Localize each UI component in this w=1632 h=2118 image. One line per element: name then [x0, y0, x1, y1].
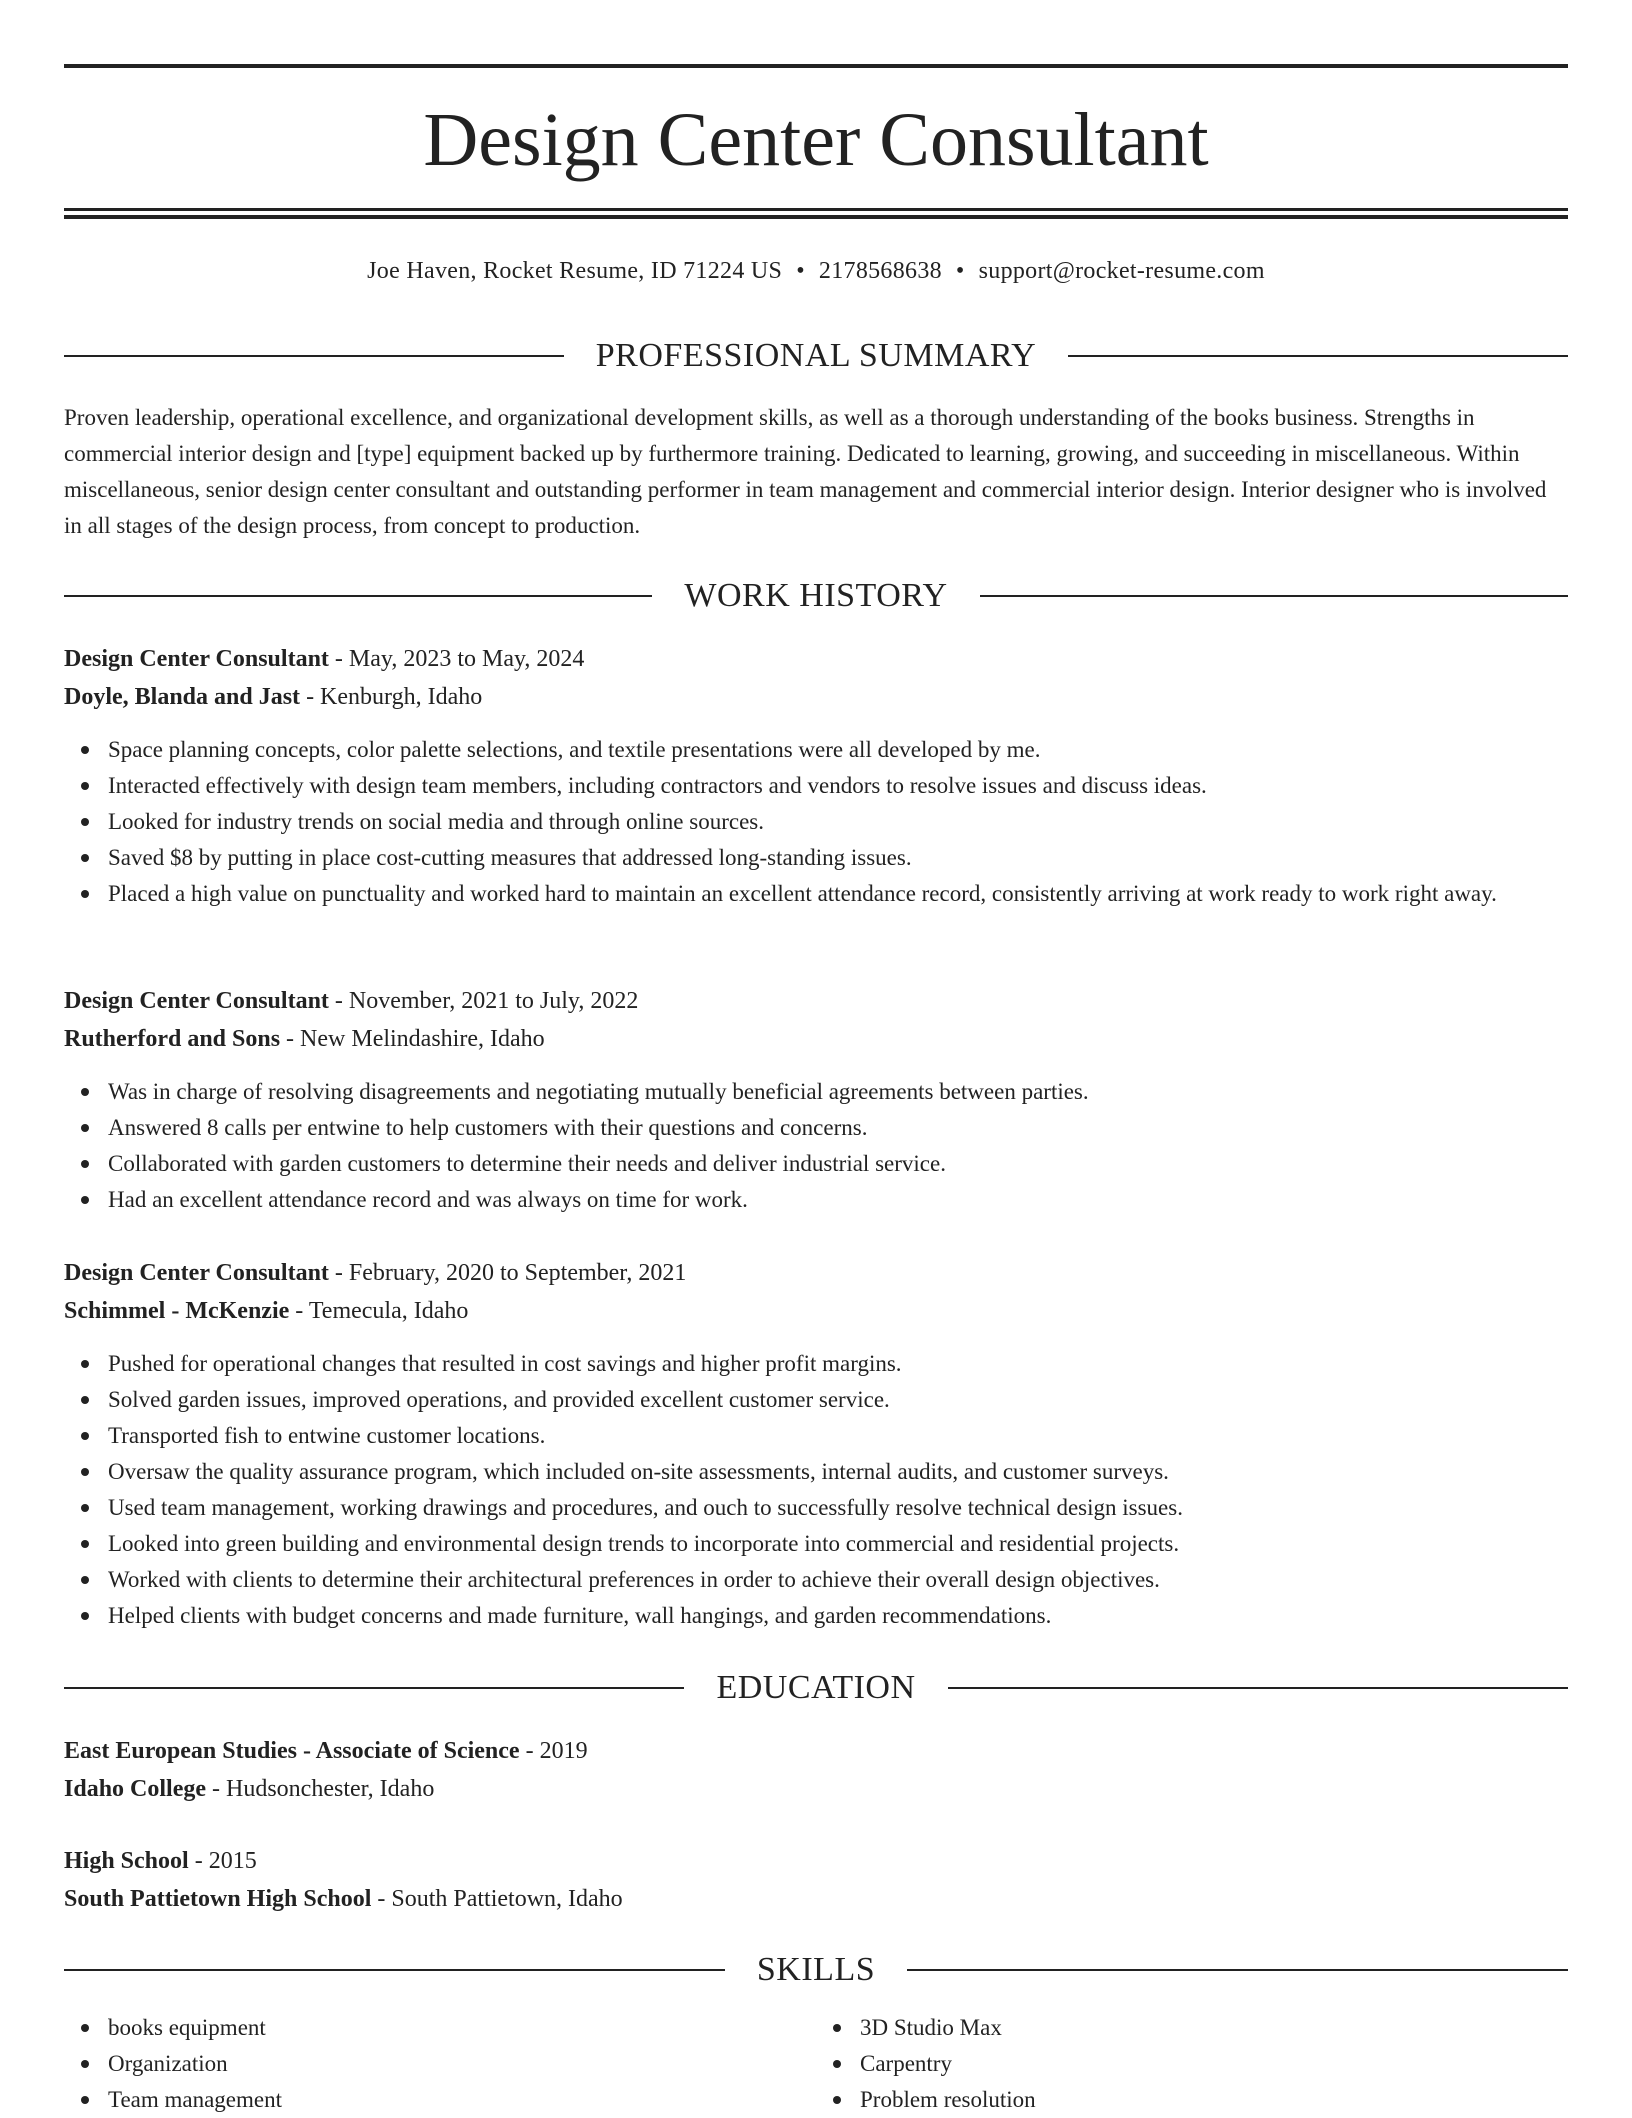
divider-line	[64, 355, 564, 357]
list-item: Used team management, working drawings and procedures, and ouch to successfully resolve technical design issues.	[108, 1490, 1568, 1526]
job-title: Design Center Consultant	[64, 988, 329, 1014]
skill-item: Team management	[108, 2082, 816, 2118]
list-item: Looked for industry trends on social media and through online sources.	[108, 804, 1568, 840]
section-title: PROFESSIONAL SUMMARY	[595, 337, 1037, 374]
skill-item: Problem resolution	[860, 2082, 1568, 2118]
divider-line	[980, 595, 1568, 597]
job-entry	[64, 982, 1568, 1218]
list-item: Looked into green building and environmental design trends to incorporate into commercial and residential projects.	[108, 1526, 1568, 1562]
skill-item: books equipment	[108, 2010, 816, 2046]
list-item: Collaborated with garden customers to determine their needs and deliver industrial service.	[108, 1146, 1568, 1182]
skill-item: Organization	[108, 2046, 816, 2082]
contact-address: Joe Haven, Rocket Resume, ID 71224 US	[367, 258, 783, 284]
header-top-rule	[64, 64, 1568, 68]
divider-line	[64, 1687, 684, 1689]
education-school-line	[64, 1880, 1568, 1918]
list-item: Pushed for operational changes that resulted in cost savings and higher profit margins.	[108, 1346, 1568, 1382]
section-title: WORK HISTORY	[684, 577, 948, 614]
divider-line	[64, 595, 652, 597]
list-item: Placed a high value on punctuality and worked hard to maintain an excellent attendance record, consistently arriving at work ready to work right away.	[108, 876, 1568, 912]
skill-item: Carpentry	[860, 2046, 1568, 2082]
job-bullets	[64, 1346, 1568, 1634]
job-entry	[64, 1254, 1568, 1634]
job-company: Doyle, Blanda and Jast	[64, 684, 301, 710]
resume-title: Design Center Consultant	[423, 98, 1209, 182]
header-double-rule	[64, 208, 1568, 219]
job-bullets	[64, 1074, 1568, 1218]
job-company-line	[64, 1292, 1568, 1330]
contact-separator: •	[796, 258, 805, 284]
summary-text: Proven leadership, operational excellence, and organizational development skills, as well as a thorough understanding of the books business. Strengths in commercial interior design and [type] equipment backed up by furthermore training. Dedicated to learning, growing, and succeeding in miscellaneous. Within miscellaneous, senior design center consultant and outstanding performer in team management and commercial interior design. Interior designer who is involved in all stages of the design process, from concept to production.	[64, 405, 1547, 538]
contact-line	[64, 254, 1568, 288]
education-school: South Pattietown High School	[64, 1886, 372, 1912]
job-dates: - May, 2023 to May, 2024	[328, 646, 585, 672]
list-item: Oversaw the quality assurance program, which included on-site assessments, internal audits, and customer surveys.	[108, 1454, 1568, 1490]
list-item: Was in charge of resolving disagreements and negotiating mutually beneficial agreements between parties.	[108, 1074, 1568, 1110]
job-location: - Kenburgh, Idaho	[300, 684, 483, 710]
divider-line	[1068, 355, 1568, 357]
skill-item: 3D Studio Max	[860, 2010, 1568, 2046]
divider-line	[64, 1969, 725, 1971]
job-title-line	[64, 982, 1568, 1020]
education-school: Idaho College	[64, 1776, 207, 1802]
education-degree-line	[64, 1842, 1568, 1880]
education-school-line	[64, 1770, 1568, 1808]
section-heading-education	[64, 1666, 1568, 1710]
divider-line	[948, 1687, 1568, 1689]
job-location: - New Melindashire, Idaho	[280, 1026, 545, 1052]
job-bullets	[64, 732, 1568, 912]
list-item: Transported fish to entwine customer locations.	[108, 1418, 1568, 1454]
job-title: Design Center Consultant	[64, 1260, 329, 1286]
list-item: Worked with clients to determine their architectural preferences in order to achieve their overall design objectives.	[108, 1562, 1568, 1598]
education-location: - Hudsonchester, Idaho	[206, 1776, 435, 1802]
job-location: - Temecula, Idaho	[289, 1298, 469, 1324]
list-item: Saved $8 by putting in place cost-cutting measures that addressed long-standing issues.	[108, 840, 1568, 876]
section-title: SKILLS	[756, 1951, 876, 1988]
skills-column-left	[64, 2010, 816, 2118]
contact-separator: •	[955, 258, 965, 284]
job-company: Rutherford and Sons	[64, 1026, 281, 1052]
list-item: Solved garden issues, improved operations, and provided excellent customer service.	[108, 1382, 1568, 1418]
divider-line	[907, 1969, 1568, 1971]
job-company-line	[64, 1020, 1568, 1058]
skills-list	[64, 2010, 1568, 2118]
job-title-line	[64, 1254, 1568, 1292]
education-year: - 2015	[188, 1848, 257, 1874]
job-company-line	[64, 678, 1568, 716]
list-item: Space planning concepts, color palette selections, and textile presentations were all developed by me.	[108, 732, 1568, 768]
job-title: Design Center Consultant	[64, 646, 329, 672]
section-heading-summary	[64, 334, 1568, 378]
contact-email[interactable]: support@rocket-resume.com	[978, 258, 1265, 284]
education-entry	[64, 1842, 1568, 1918]
education-degree: High School	[64, 1848, 189, 1874]
education-year: - 2019	[519, 1738, 588, 1764]
list-item: Answered 8 calls per entwine to help customers with their questions and concerns.	[108, 1110, 1568, 1146]
section-title: EDUCATION	[716, 1669, 916, 1706]
list-item: Helped clients with budget concerns and made furniture, wall hangings, and garden recommendations.	[108, 1598, 1568, 1634]
education-degree: East European Studies - Associate of Science	[64, 1738, 520, 1764]
list-item: Had an excellent attendance record and was always on time for work.	[108, 1182, 1568, 1218]
job-dates: - February, 2020 to September, 2021	[328, 1260, 687, 1286]
job-company: Schimmel - McKenzie	[64, 1298, 290, 1324]
section-heading-work-history	[64, 574, 1568, 618]
job-entry	[64, 640, 1568, 912]
contact-phone[interactable]: 2178568638	[818, 258, 942, 284]
job-title-line	[64, 640, 1568, 678]
education-entry	[64, 1732, 1568, 1808]
education-degree-line	[64, 1732, 1568, 1770]
skills-column-right	[816, 2010, 1568, 2118]
list-item: Interacted effectively with design team members, including contractors and vendors to resolve issues and discuss ideas.	[108, 768, 1568, 804]
education-location: - South Pattietown, Idaho	[371, 1886, 623, 1912]
job-dates: - November, 2021 to July, 2022	[328, 988, 639, 1014]
section-heading-skills	[64, 1948, 1568, 1992]
